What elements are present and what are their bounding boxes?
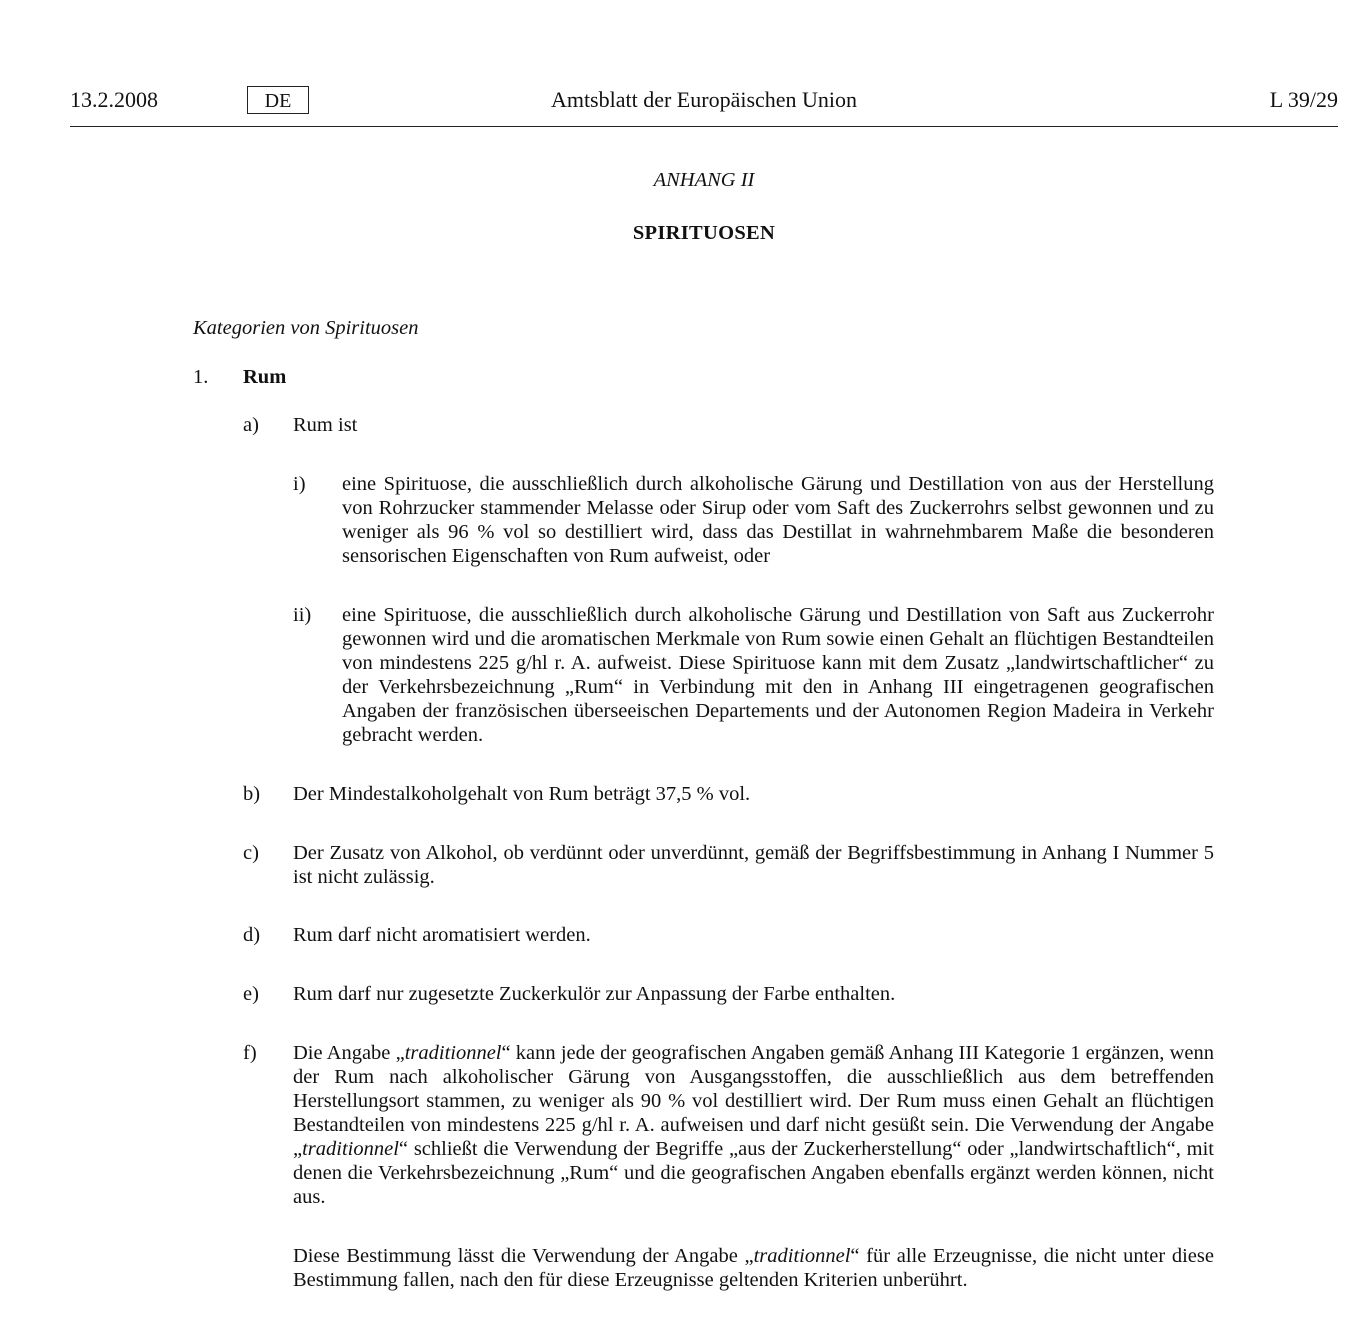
category-number: 1. (193, 366, 209, 388)
publication-date: 13.2.2008 (70, 87, 158, 112)
item-f-paragraph-1 (293, 1041, 1214, 1209)
item-f-p2-part-a: Diese Bestimmung lässt die Verwendung der Angabe „ (293, 1245, 754, 1267)
item-f-paragraph-2 (293, 1244, 1214, 1292)
term-traditionnel: traditionnel (404, 1042, 502, 1064)
section-label: Kategorien von Spirituosen (193, 317, 419, 339)
annex-title: SPIRITUOSEN (632, 222, 776, 244)
item-a-intro: Rum ist (293, 414, 358, 436)
item-c-marker: c) (243, 842, 259, 864)
item-a-ii-text: eine Spirituose, die ausschließlich durch alkoholische Gärung und Destillation von Saft aus Zuckerrohr gewonnen wird und die aromatischen Merkmale von Rum sowie einen Gehalt an flüchtigen Bestandteilen von mindestens 225 g/hl r. A. aufweist. Diese Spirituose kann mit dem Zusatz „landwirtschaftlicher“ zu der Verkehrsbezeichnung „Rum“ in Verbindung mit den in Anhang III eingetragenen geografischen Angaben der französischen überseeischen Departements und der Autonomen Region Madeira in Verkehr gebracht werden. (342, 604, 1214, 746)
item-f-marker: f) (243, 1042, 257, 1064)
term-traditionnel: traditionnel (302, 1138, 399, 1160)
item-d-marker: d) (243, 924, 261, 946)
item-a-i-text: eine Spirituose, die ausschließlich durch alkoholische Gärung und Destillation von aus der Herstellung von Rohrzucker stammender Melasse oder Sirup oder vom Saft des Zuckerrohrs selbst gewonnen und zu weniger als 96 % vol so destilliert wird, dass das Destillat in wahrnehmbarem Maße die besonderen sensorischen Eigenschaften von Rum aufweist, oder (342, 473, 1214, 567)
term-traditionnel: traditionnel (753, 1245, 851, 1267)
journal-title: Amtsblatt der Europäischen Union (550, 87, 858, 112)
category-name: Rum (243, 366, 287, 388)
item-a-i-marker: i) (293, 473, 306, 495)
item-c-text: Der Zusatz von Alkohol, ob verdünnt oder unverdünnt, gemäß der Begriffsbestimmung in Anhang I Nummer 5 ist nicht zulässig. (293, 842, 1214, 888)
journal-header (70, 84, 1338, 127)
item-a-marker: a) (243, 414, 259, 436)
item-f-p2-part-b: “ für alle Erzeugnisse, die nicht unter diese Bestimmung fallen, nach den für diese Erzeugnisse geltenden Kriterien unberührt. (293, 1245, 1214, 1291)
item-b-marker: b) (243, 783, 261, 805)
item-f-p1-part-c: “ schließt die Verwendung der Begriffe „aus der Zuckerherstellung“ oder „landwirtschaftlich“, mit denen die Verkehrsbezeichnung „Rum“ und die geografischen Angaben ebenfalls ergänzt werden können, nicht aus. (293, 1138, 1214, 1208)
item-e-text: Rum darf nur zugesetzte Zuckerkulör zur Anpassung der Farbe enthalten. (293, 983, 896, 1005)
item-f-p1-part-b: “ kann jede der geografischen Angaben gemäß Anhang III Kategorie 1 ergänzen, wenn der Rum nach alkoholischer Gärung von Ausgangsstoffen, die ausschließlich aus dem betreffenden Herstellungsort stammen, zu weniger als 90 % vol destilliert wird. Der Rum muss einen Gehalt an flüchtigen Bestandteilen von mindestens 225 g/hl r. A. aufweisen und darf nicht gesüßt sein. Die Verwendung der Angabe „ (293, 1042, 1214, 1160)
item-d-text: Rum darf nicht aromatisiert werden. (293, 924, 591, 946)
page-reference: L 39/29 (1269, 87, 1338, 112)
language-badge: DE (247, 86, 309, 114)
item-f-p1-part-a: Die Angabe „ (293, 1042, 405, 1064)
item-a-ii-marker: ii) (293, 604, 312, 626)
annex-label: ANHANG II (653, 169, 755, 191)
item-b-text: Der Mindestalkoholgehalt von Rum beträgt 37,5 % vol. (293, 783, 751, 805)
item-e-marker: e) (243, 983, 259, 1005)
